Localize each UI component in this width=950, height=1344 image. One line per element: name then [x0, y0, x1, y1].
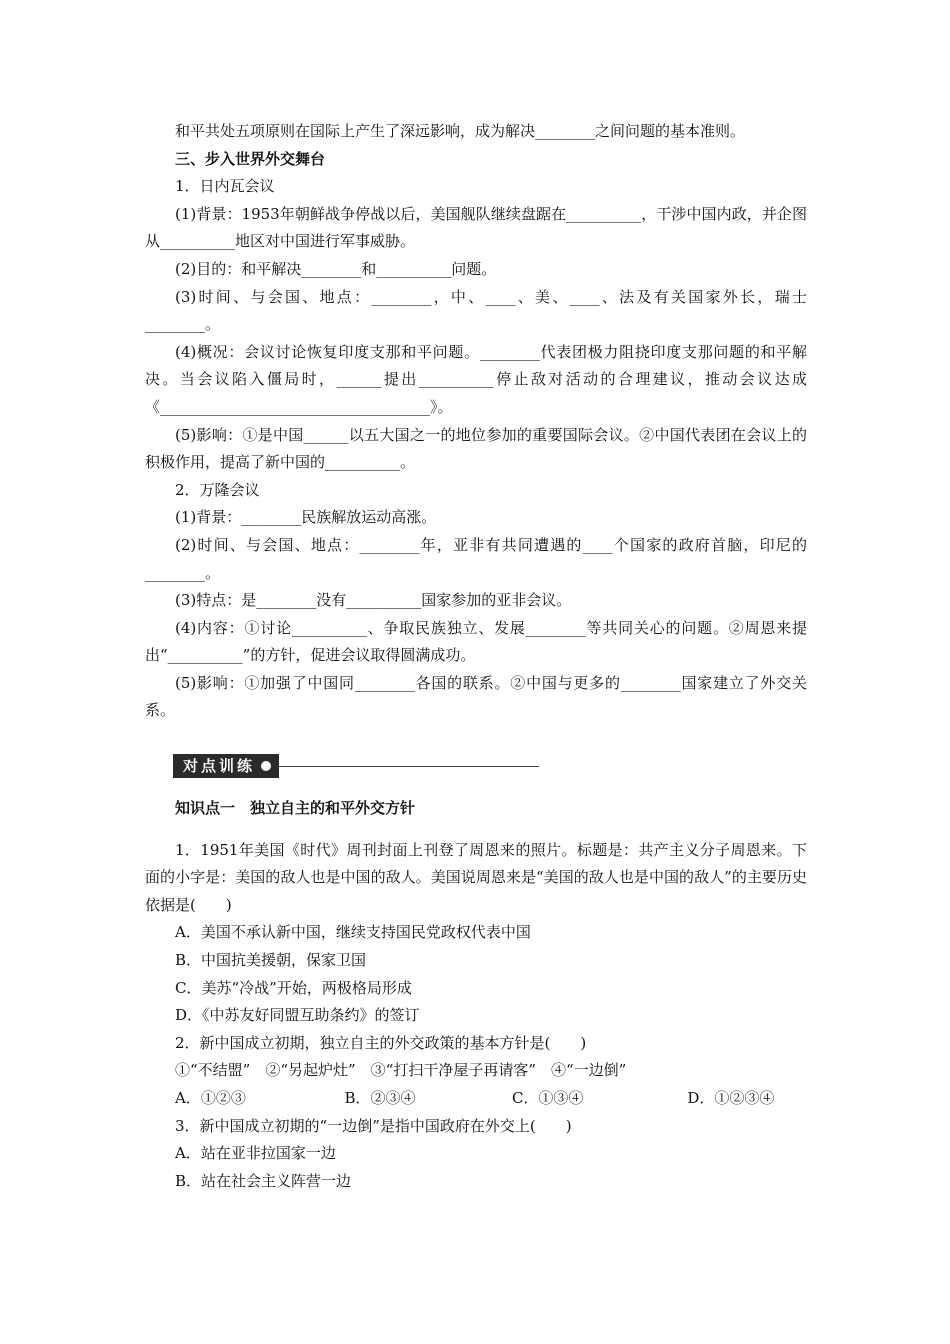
section-heading-diplomacy: 三、步入世界外交舞台	[175, 149, 326, 168]
question-2-stem: 2．新中国成立初期，独立自主的外交政策的基本方针是( )	[175, 1033, 587, 1052]
bandung-content: (4)内容：①讨论__________、争取民族独立、发展________等共同关心的问题。②周恩来提出“__________”的方针，促进会议取得圆满成功。	[145, 618, 807, 665]
section-label-box	[173, 754, 279, 778]
subheading-bandung: 2．万隆会议	[175, 480, 260, 499]
knowledge-point-heading: 知识点一 独立自主的和平外交方针	[175, 799, 416, 818]
question-1-option-a: A．美国不承认新中国，继续支持国民党政权代表中国	[175, 923, 531, 942]
geneva-background: (1)背景：1953年朝鲜战争停战以后，美国舰队继续盘踞在__________，干涉中国内政，并企图从__________地区对中国进行军事威胁。	[145, 204, 807, 251]
geneva-overview: (4)概况：会议讨论恢复印度支那和平问题。________代表团极力阻挠印度支那问题的和平解决。当会议陷入僵局时，______提出__________停止敌对活动的合理建议，推动会议达成《____________________________________》。	[145, 342, 807, 416]
question-2-option-c: C．①③④	[511, 1089, 584, 1107]
document-page	[145, 118, 807, 1195]
question-3-stem: 3．新中国成立初期的“一边倒”是指中国政府在外交上( )	[175, 1116, 572, 1135]
question-1-stem: 1．1951年美国《时代》周刊封面上刊登了周恩来的照片。标题是：共产主义分子周恩来。下面的小字是：美国的敌人也是中国的敌人。美国说周恩来是“美国的敌人也是中国的敌人”的主要历史依据是( )	[145, 840, 807, 914]
question-2-options	[145, 1085, 807, 1113]
bandung-time-place: (2)时间、与会国、地点：________年，亚非有共同遭遇的____个国家的政府首脑，印尼的________。	[145, 535, 807, 582]
paragraph-principles: 和平共处五项原则在国际上产生了深远影响，成为解决________之间问题的基本准则。	[175, 122, 746, 140]
subheading-geneva: 1．日内瓦会议	[175, 177, 275, 196]
question-2-statements: ①“不结盟” ②“另起炉灶” ③“打扫干净屋子再请客” ④“一边倒”	[175, 1061, 627, 1080]
question-2-option-b: B．②③④	[344, 1089, 416, 1107]
bandung-impact: (5)影响：①加强了中国同________各国的联系。②中国与更多的________国家建立了外交关系。	[145, 673, 807, 720]
bandung-feature: (3)特点：是________没有__________国家参加的亚非会议。	[175, 591, 572, 610]
geneva-time-place: (3)时间、与会国、地点：________，中、____、美、____、法及有关国家外长，瑞士________。	[145, 287, 807, 334]
question-2-option-a: A．①②③	[175, 1089, 246, 1107]
question-1-option-d: D．《中苏友好同盟互助条约》的签订	[175, 1006, 420, 1025]
question-1-option-b: B．中国抗美援朝，保家卫国	[175, 951, 367, 970]
section-divider-line	[279, 766, 539, 767]
bandung-background: (1)背景：________民族解放运动高涨。	[175, 508, 437, 527]
question-1-option-c: C．美苏“冷战”开始，两极格局形成	[175, 978, 412, 997]
question-3-option-a: A．站在亚非拉国家一边	[175, 1144, 336, 1163]
question-2-option-d: D．①②③④	[687, 1089, 775, 1107]
section-label-text: 对点训练	[183, 757, 256, 776]
section-banner	[173, 751, 807, 781]
dot-icon	[261, 761, 271, 771]
question-3-option-b: B．站在社会主义阵营一边	[175, 1171, 352, 1190]
geneva-impact: (5)影响：①是中国______以五大国之一的地位参加的重要国际会议。②中国代表团在会议上的积极作用，提高了新中国的__________。	[145, 425, 807, 472]
geneva-purpose: (2)目的：和平解决________和__________问题。	[175, 259, 497, 278]
